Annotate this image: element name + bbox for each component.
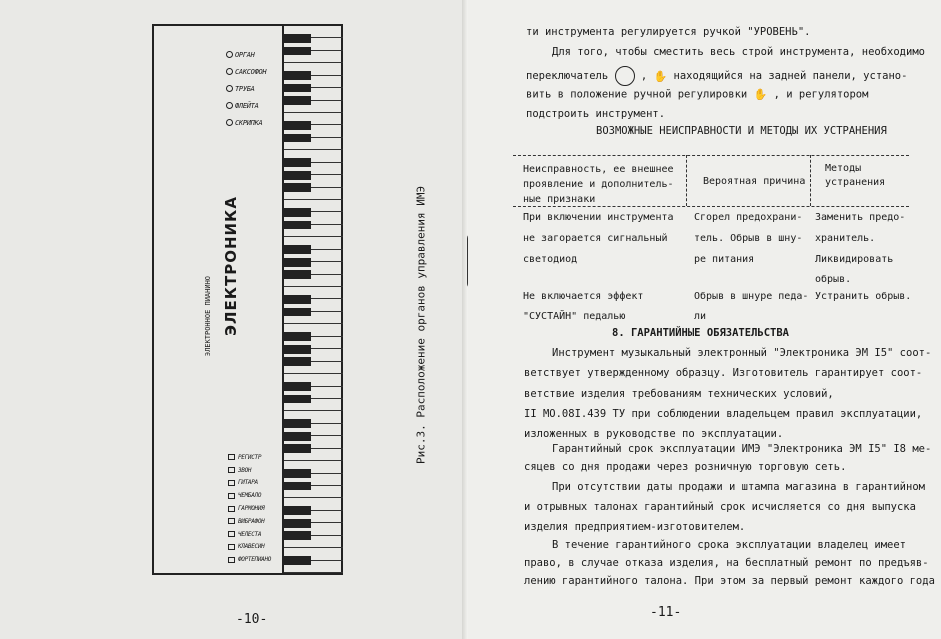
- voice-led-row: [226, 46, 282, 63]
- timbre-button-row: [228, 515, 282, 528]
- timbre-label: КЛАВЕСИН: [238, 543, 265, 551]
- voice-leds: [226, 46, 282, 131]
- table-header-cell: устранения: [825, 177, 886, 188]
- button-icon: [228, 557, 235, 563]
- table-column-rule: [686, 155, 687, 206]
- button-icon: [228, 467, 235, 473]
- instrument-diagram: [152, 24, 343, 575]
- switch-ring-icon: [615, 66, 635, 86]
- table-cell: не загорается сигнальный: [523, 233, 668, 244]
- paragraph-line: В течение гарантийного срока эксплуатации владелец имеет: [552, 539, 907, 551]
- text-fragment: , и регулятором: [773, 88, 869, 101]
- voice-label: ФЛЕЙТА: [235, 101, 259, 110]
- button-icon: [228, 531, 235, 537]
- button-icon: [228, 506, 235, 512]
- black-key: [284, 96, 311, 105]
- page-number: -11-: [650, 605, 682, 620]
- timbre-button-row: [228, 553, 282, 566]
- table-header-cell: Неисправность, ее внешнее: [523, 164, 674, 175]
- black-key: [284, 444, 311, 453]
- voice-led-row: [226, 63, 282, 80]
- paragraph-line: лению гарантийного талона. При этом за первый ремонт каждого года: [524, 575, 935, 587]
- paragraph-line: Инструмент музыкальный электронный "Электроника ЭМ I5" соот-: [552, 347, 932, 359]
- table-header-cell: Вероятная причина: [703, 176, 806, 187]
- text-line: ти инструмента регулируется ручкой "УРОВЕНЬ".: [526, 26, 811, 38]
- table-cell: Не включается эффект: [523, 291, 644, 302]
- voice-label: ТРУБА: [235, 84, 255, 93]
- black-key: [284, 419, 311, 428]
- table-cell: "СУСТАЙН" педалью: [523, 311, 626, 322]
- led-icon: [226, 119, 233, 126]
- voice-label: САКСОФОН: [235, 67, 267, 76]
- text-line: [526, 66, 907, 86]
- button-icon: [228, 493, 235, 499]
- figure-caption: Рис.3. Расположение органов управления ИМЭ: [414, 185, 428, 465]
- text-fragment: переключатель: [526, 70, 609, 82]
- table-header-cell: проявление и дополнитель-: [523, 179, 674, 190]
- timbre-button-row: [228, 502, 282, 515]
- voice-label: ОРГАН: [235, 50, 255, 59]
- black-key: [284, 47, 311, 56]
- black-key: [284, 221, 311, 230]
- timbre-label: ФОРТЕПИАНО: [238, 556, 272, 564]
- button-icon: [228, 518, 235, 524]
- table-title: ВОЗМОЖНЫЕ НЕИСПРАВНОСТИ И МЕТОДЫ ИХ УСТРАНЕНИЯ: [596, 125, 887, 137]
- paragraph-line: При отсутствии даты продажи и штампа магазина в гарантийном: [552, 481, 925, 493]
- button-icon: [228, 454, 235, 460]
- paragraph-line: Гарантийный срок эксплуатации ИМЭ "Электроника ЭМ I5" I8 ме-: [552, 443, 932, 455]
- left-page: [0, 0, 468, 639]
- black-key: [284, 295, 311, 304]
- black-key: [284, 357, 311, 366]
- paragraph-line: право, в случае отказа изделия, на бесплатный ремонт по предъяв-: [524, 557, 929, 569]
- black-key: [284, 519, 311, 528]
- voice-led-row: [226, 97, 282, 114]
- black-key: [284, 34, 311, 43]
- hand-symbol-icon: ✋: [753, 88, 768, 101]
- paragraph-line: сяцев со дня продажи через розничную торговую сеть.: [524, 461, 847, 473]
- table-cell: Обрыв в шнуре педа-: [694, 291, 809, 302]
- voice-led-row: [226, 80, 282, 97]
- timbre-button-row: [228, 541, 282, 554]
- paragraph-line: ветствует утвержденному образцу. Изготовитель гарантирует соот-: [524, 367, 923, 379]
- paragraph-line: и отрывных талонах гарантийный срок исчисляется со дня выпуска: [524, 501, 916, 513]
- timbre-label: ГИТАРА: [238, 479, 258, 487]
- led-icon: [226, 85, 233, 92]
- black-key: [284, 158, 311, 167]
- brand-subtitle: ЭЛЕКТРОННОЕ ПИАНИНО: [204, 276, 212, 357]
- black-key: [284, 345, 311, 354]
- black-key: [284, 71, 311, 80]
- table-header-cell: Методы: [825, 163, 862, 174]
- table-cell: Устранить обрыв.: [815, 291, 912, 302]
- table-header-cell: ные признаки: [523, 194, 596, 205]
- black-key: [284, 506, 311, 515]
- black-key: [284, 531, 311, 540]
- table-cell: хранитель.: [815, 233, 876, 244]
- timbre-label: ЧЕЛЕСТА: [238, 530, 262, 538]
- table-cell: обрыв.: [815, 274, 852, 285]
- black-key: [284, 183, 311, 192]
- table-column-rule: [810, 155, 811, 206]
- voice-led-row: [226, 114, 282, 131]
- black-key: [284, 134, 311, 143]
- black-key: [284, 245, 311, 254]
- table-cell: светодиод: [523, 254, 578, 265]
- black-key: [284, 332, 311, 341]
- led-icon: [226, 68, 233, 75]
- paragraph-line: изложенных в руководстве по эксплуатации.: [524, 428, 784, 440]
- timbre-label: РЕГИСТР: [238, 453, 262, 461]
- timbre-button-row: [228, 528, 282, 541]
- black-key: [284, 308, 311, 317]
- paragraph-line: II МО.08I.439 ТУ при соблюдении владельцем правил эксплуатации,: [524, 408, 923, 420]
- table-cell: При включении инструмента: [523, 212, 674, 223]
- text-fragment: находящийся на задней панели, устано-: [673, 70, 908, 82]
- brand-logo: ЭЛЕКТРОНИКА: [222, 196, 240, 336]
- table-cell: Заменить предо-: [815, 212, 906, 223]
- text-line: подстроить инструмент.: [526, 108, 666, 120]
- led-icon: [226, 51, 233, 58]
- button-icon: [228, 544, 235, 550]
- black-key: [284, 84, 311, 93]
- table-cell: Сгорел предохрани-: [694, 212, 803, 223]
- black-key: [284, 208, 311, 217]
- table-cell: ли: [694, 311, 707, 322]
- table-cell: ре питания: [694, 254, 755, 265]
- text-line: Для того, чтобы сместить весь строй инструмента, необходимо: [552, 46, 925, 58]
- timbre-button-row: [228, 477, 282, 490]
- timbre-buttons: [228, 451, 282, 566]
- black-key: [284, 270, 311, 279]
- black-key: [284, 556, 311, 565]
- brand-block: [194, 196, 244, 366]
- voice-label: СКРИПКА: [235, 118, 263, 127]
- timbre-button-row: [228, 451, 282, 464]
- paragraph-line: изделия предприятием-изготовителем.: [524, 521, 746, 533]
- text-line: [526, 88, 868, 101]
- table-cell: Ликвидировать: [815, 254, 894, 265]
- led-icon: [226, 102, 233, 109]
- timbre-button-row: [228, 489, 282, 502]
- button-icon: [228, 480, 235, 486]
- timbre-label: ВИБРАФОН: [238, 517, 265, 525]
- black-key: [284, 121, 311, 130]
- black-key: [284, 171, 311, 180]
- timbre-button-row: [228, 464, 282, 477]
- timbre-label: ЧЕМБАЛО: [238, 492, 262, 500]
- black-key: [284, 258, 311, 267]
- table-rule: [513, 206, 909, 207]
- black-key: [284, 482, 311, 491]
- text-fragment: ,: [640, 70, 648, 82]
- black-key: [284, 382, 311, 391]
- table-cell: тель. Обрыв в шну-: [694, 233, 803, 244]
- black-key: [284, 469, 311, 478]
- black-key: [284, 432, 311, 441]
- timbre-label: ГАРМОНИЯ: [238, 505, 265, 513]
- paragraph-line: ветствие изделия требованиям технических условий,: [524, 388, 834, 400]
- page-number: -10-: [236, 612, 268, 627]
- timbre-label: ЗВОН: [238, 466, 252, 474]
- section-title: 8. ГАРАНТИЙНЫЕ ОБЯЗАТЕЛЬСТВА: [612, 327, 790, 339]
- keyboard: [282, 26, 343, 573]
- hand-symbol-icon: ✋: [653, 69, 668, 83]
- text-fragment: вить в положение ручной регулировки: [526, 88, 748, 101]
- black-key: [284, 395, 311, 404]
- table-rule: [513, 155, 909, 156]
